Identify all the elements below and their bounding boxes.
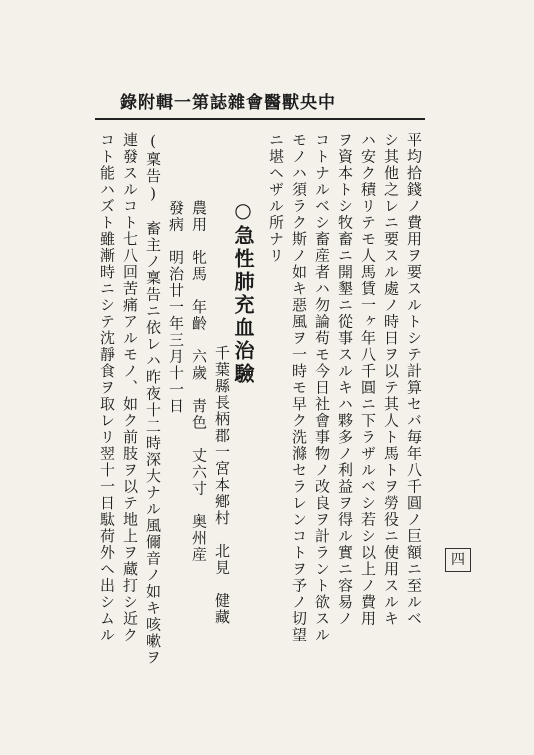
body-column-6: モノハ須ラク斯ノ如キ惡風ヲ一時モ早ク洗滌セラレンコトヲ予ノ切望 xyxy=(290,132,308,644)
patient-info: 農用 牝馬 年齡 六歲 靑色 丈六寸 奥州産 xyxy=(190,200,208,563)
running-header: 中央獸醫會雜誌第一輯附錄 xyxy=(120,93,336,113)
body-column-2: シ其他之レニ要スル處ノ時日ヲ以テ其人ト馬トヲ勞役ニ使用スルキ xyxy=(382,132,400,627)
author-line: 千葉縣長柄郡一宮本鄕村 北見 健藏 xyxy=(213,345,231,626)
report-column-3: コト能ハズト雖漸時ニシテ沈靜食ヲ取レリ翌十一日駄荷外ヘ出シムル xyxy=(98,132,116,644)
report-column-2: 連發スルコト七八回苦痛アルモノ、如ク前肢ヲ以テ地上ヲ蔵打シ近ク xyxy=(121,132,139,644)
body-column-4: ヲ資本トシ牧畜ニ開墾ニ從事スルキハ夥多ノ利益ヲ得ル實ニ容易ノ xyxy=(336,132,354,627)
section-title: ○急性肺充血治驗 xyxy=(231,198,255,386)
body-column-1: 平均拾錢ノ費用ヲ要スルトシテ計算セバ毎年八千圓ノ巨額ニ至ルベ xyxy=(405,132,423,627)
page-number: 四 xyxy=(445,548,471,572)
body-column-7: ニ堪ヘザル所ナリ xyxy=(267,132,285,264)
body-column-5: コトナルベシ畜産者ハ勿論苟モ今日社會事物ノ改良ヲ計ラント欲スル xyxy=(313,132,331,644)
report-column-1: (稟告) 畜主ノ稟告ニ依レハ昨夜十二時深大ナル風儞音ノ如キ咳嗽ヲ xyxy=(144,132,162,666)
header-rule xyxy=(95,118,425,120)
onset-date: 發病 明治廿一年三月十一日 xyxy=(167,200,185,415)
body-column-3: ハ安ク積リテモ人馬賃一ヶ年八千圓ニ下ラザルベシ若シ以上ノ費用 xyxy=(359,132,377,627)
